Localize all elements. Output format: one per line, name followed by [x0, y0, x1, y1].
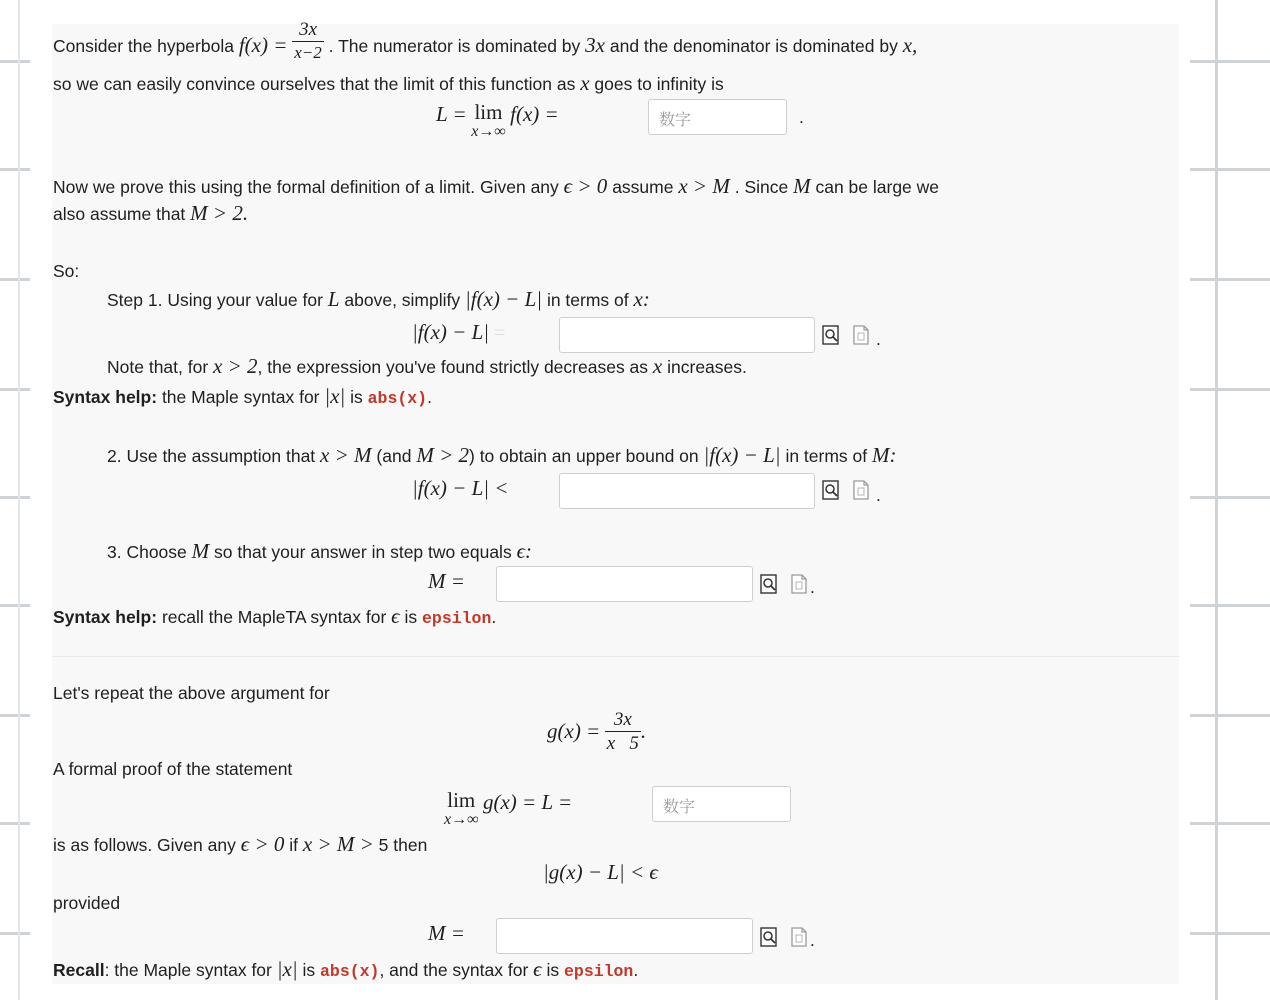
- equation-editor-icon[interactable]: [852, 325, 870, 345]
- syntax-text: is: [350, 387, 363, 407]
- equation-lhs: M =: [428, 921, 465, 945]
- step-text: Step 1. Using your value for: [107, 290, 323, 310]
- recall-text: is: [546, 960, 560, 980]
- limit-answer-input[interactable]: 数字: [648, 99, 787, 135]
- g-inequality: [543, 860, 658, 885]
- icon-trail-dot: .: [876, 485, 881, 505]
- x-greater-m: x > M: [320, 443, 372, 467]
- step-text: so that your answer in step two equals: [214, 542, 512, 562]
- step-text: in terms of: [785, 446, 868, 466]
- bg-grid-line: [1190, 278, 1270, 281]
- bg-grid-line: [1190, 822, 1270, 825]
- variable-m: M: [793, 174, 811, 198]
- syntax-text: .: [491, 607, 497, 627]
- preview-icon[interactable]: [822, 480, 840, 500]
- syntax-help-label: Syntax help:: [53, 607, 158, 627]
- note-text: , the expression you've found strictly decreases as: [257, 357, 649, 377]
- bg-grid-line: [1190, 388, 1270, 391]
- g-end: .: [640, 719, 647, 743]
- intro-text: Consider the hyperbola: [53, 36, 234, 57]
- lim-subscript: x→∞: [444, 811, 479, 828]
- x-greater-2: x > 2: [213, 354, 258, 378]
- provided-text: provided: [53, 893, 121, 913]
- equals-sign: =: [493, 320, 506, 344]
- step-text: 3. Choose: [107, 542, 187, 562]
- note-text: increases.: [667, 357, 747, 377]
- epsilon: ϵ: [533, 957, 542, 981]
- variable-x: x: [580, 71, 590, 95]
- proof-text: . Since: [734, 177, 789, 197]
- step-text: in terms of: [546, 290, 629, 310]
- g-definition: [547, 710, 646, 753]
- fraction-denominator: x 5: [606, 733, 639, 754]
- inequality: |g(x) − L| < ϵ: [543, 860, 658, 884]
- epsilon: ϵ:: [516, 539, 533, 563]
- step-text: above, simplify: [344, 290, 461, 310]
- recall-text: .: [633, 960, 639, 980]
- fraction-numerator: 3x: [605, 710, 641, 732]
- variable-l: L: [327, 287, 340, 311]
- preview-icon[interactable]: [760, 574, 778, 594]
- equation-lhs: M =: [428, 569, 465, 593]
- abs-x: |x|: [276, 957, 298, 981]
- intro-text: goes to infinity is: [594, 74, 724, 94]
- syntax-text: the Maple syntax for: [161, 387, 320, 407]
- abs-expression: |f(x) − L|: [703, 443, 781, 467]
- g-fraction: [605, 710, 641, 753]
- bg-grid-line: [1190, 714, 1270, 717]
- lim-label: lim: [447, 788, 476, 812]
- variable-x: x: [652, 354, 663, 378]
- code-epsilon: epsilon: [422, 609, 492, 628]
- syntax-help-1: [53, 385, 432, 410]
- limit-lhs: L =: [436, 102, 467, 126]
- step3-prompt: [107, 540, 532, 563]
- step1-prompt: [107, 288, 650, 311]
- proof-text: is as follows. Given any: [53, 835, 236, 855]
- proof-text: Now we prove this using the formal definition of a limit. Given any: [53, 177, 559, 197]
- icon-trail-dot: .: [876, 329, 881, 349]
- code-abs: abs(x): [367, 389, 428, 408]
- lim-operator: [471, 102, 506, 140]
- step-text: 2. Use the assumption that: [107, 446, 316, 466]
- preview-icon[interactable]: [822, 325, 840, 345]
- recall-line: [53, 958, 638, 983]
- function-lhs: f(x) =: [238, 33, 288, 58]
- fraction-numerator: 3x: [292, 20, 324, 42]
- limit-rhs: f(x) =: [510, 102, 559, 126]
- step1-answer-input[interactable]: [559, 317, 815, 353]
- syntax-text: recall the MapleTA syntax for: [161, 607, 387, 627]
- step1-equation: [412, 320, 505, 345]
- abs-x: |x|: [324, 384, 346, 408]
- function-fraction: [292, 20, 324, 61]
- value-five: 5: [378, 835, 389, 855]
- m-greater-2: M > 2: [416, 443, 469, 467]
- epsilon-condition: ϵ > 0: [563, 174, 608, 198]
- bg-grid-line: [1190, 60, 1270, 63]
- code-epsilon: epsilon: [564, 962, 634, 981]
- syntax-text: is: [404, 607, 418, 627]
- formal-text: A formal proof of the statement: [53, 759, 293, 779]
- bg-grid-line: [1190, 496, 1270, 499]
- repeat-text: Let's repeat the above argument for: [53, 683, 330, 703]
- lim-subscript: x→∞: [471, 123, 506, 140]
- lim-operator: [444, 790, 479, 828]
- intro-line-2: [53, 72, 724, 95]
- equation-lhs: |f(x) − L| <: [412, 476, 509, 500]
- bg-grid-line: [1190, 604, 1270, 607]
- recall-text: is: [302, 960, 316, 980]
- bg-grid-vline: [1215, 0, 1218, 1000]
- bg-grid-line: [1190, 932, 1270, 935]
- x-greater-m: x > M: [678, 174, 730, 198]
- bg-grid-line: [0, 168, 30, 171]
- step3-equation: [428, 569, 465, 594]
- bg-grid-line: [0, 714, 30, 717]
- follows-line: [53, 833, 427, 856]
- equation-editor-icon[interactable]: [790, 574, 808, 594]
- syntax-text: .: [427, 387, 432, 407]
- variable-x: x:: [633, 287, 650, 311]
- equation-editor-icon[interactable]: [852, 480, 870, 500]
- bg-grid-line: [0, 822, 30, 825]
- final-m-answer-input[interactable]: [496, 918, 753, 954]
- bg-grid-line: [1190, 168, 1270, 171]
- abs-expression: |f(x) − L|: [465, 287, 543, 311]
- so-label: So:: [53, 261, 80, 281]
- recall-text: : the Maple syntax for: [104, 960, 272, 980]
- bg-grid-line: [0, 932, 30, 935]
- proof-text: also assume that: [53, 204, 186, 224]
- recall-text: , and the syntax for: [379, 960, 529, 980]
- step2-prompt: [107, 444, 897, 467]
- intro-text: and the denominator is dominated by: [609, 36, 898, 57]
- syntax-help-2: [53, 605, 496, 630]
- numerator-term: 3x: [585, 33, 605, 58]
- bg-grid-vline: [18, 0, 20, 1000]
- fraction-denominator: x−2: [294, 43, 322, 62]
- denominator-term: x,: [902, 33, 918, 58]
- equation-lhs: |f(x) − L|: [412, 320, 490, 344]
- intro-text: . The numerator is dominated by: [328, 36, 581, 57]
- limit-trail: .: [799, 107, 804, 127]
- variable-m: M:: [872, 443, 897, 467]
- step3-answer-input[interactable]: [496, 566, 753, 602]
- step2-answer-input[interactable]: [559, 473, 815, 509]
- note-text: Note that, for: [107, 357, 209, 377]
- step2-equation: [412, 476, 508, 501]
- epsilon: ϵ: [391, 604, 400, 628]
- preview-icon[interactable]: [760, 927, 778, 947]
- epsilon-condition: ϵ > 0: [240, 832, 285, 856]
- limit-rhs: g(x) = L =: [482, 790, 573, 814]
- proof-line-1: [53, 175, 939, 198]
- proof-line-2: [53, 202, 248, 225]
- x-greater-m: x > M >: [302, 832, 374, 856]
- m-greater-2: M > 2.: [190, 201, 249, 225]
- section-divider: [52, 656, 1179, 657]
- g-limit-equation: [444, 790, 572, 828]
- variable-m: M: [191, 539, 210, 563]
- proof-text: if: [289, 835, 298, 855]
- proof-text: assume: [612, 177, 674, 197]
- code-abs: abs(x): [320, 962, 380, 981]
- bg-grid-line: [0, 496, 30, 499]
- bg-grid-line: [0, 604, 30, 607]
- limit-equation: [436, 102, 559, 140]
- final-m-equation: [428, 921, 465, 946]
- step-text: ) to obtain an upper bound on: [469, 446, 699, 466]
- step-text: (and: [376, 446, 412, 466]
- proof-text: can be large we: [815, 177, 940, 197]
- g-limit-answer-input[interactable]: 数字: [652, 786, 791, 822]
- intro-text: so we can easily convince ourselves that the limit of this function as: [53, 74, 576, 94]
- bg-grid-line: [0, 388, 30, 391]
- bg-grid-line: [0, 278, 30, 281]
- proof-text: then: [393, 835, 428, 855]
- syntax-help-label: Syntax help:: [53, 387, 158, 407]
- step1-note: [107, 355, 747, 378]
- equation-editor-icon[interactable]: [790, 927, 808, 947]
- icon-trail-dot: .: [810, 577, 815, 597]
- icon-trail-dot: .: [810, 930, 815, 950]
- lim-label: lim: [474, 100, 503, 124]
- intro-line-1: [53, 19, 918, 62]
- g-lhs: g(x) =: [547, 719, 601, 743]
- bg-grid-line: [0, 60, 30, 63]
- recall-label: Recall: [53, 960, 105, 980]
